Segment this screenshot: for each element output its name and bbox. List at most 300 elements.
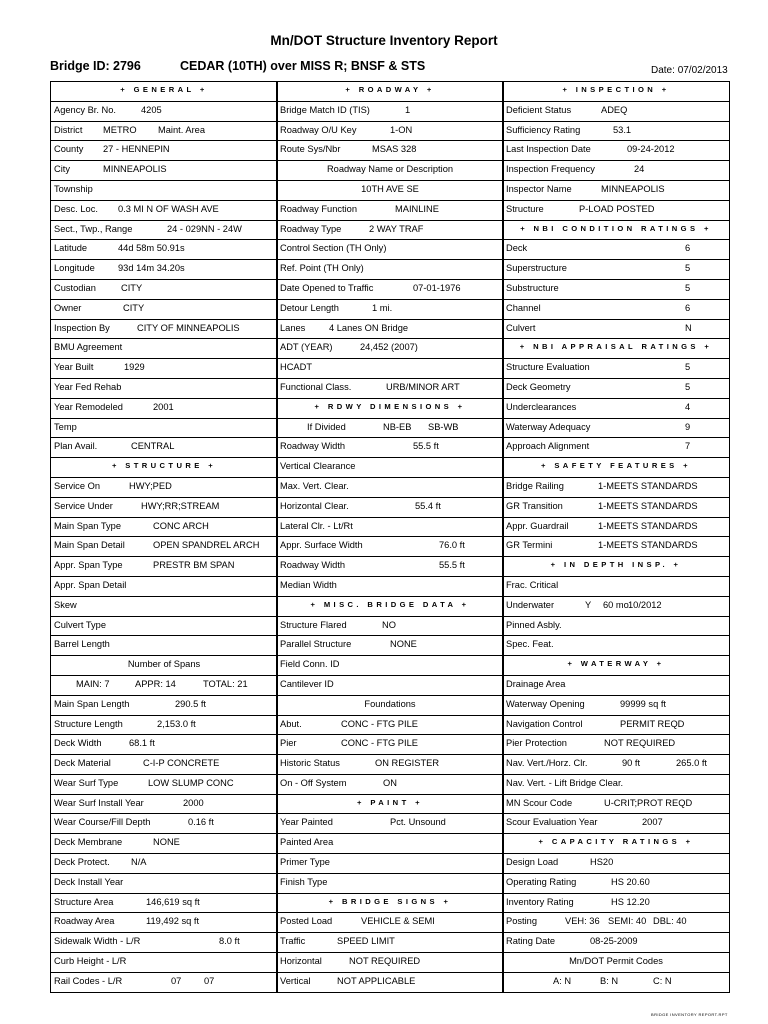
field-row <box>51 419 277 439</box>
field-row <box>51 696 277 716</box>
field-row <box>277 339 503 359</box>
field-label: Inspector Name <box>506 183 572 194</box>
section-header <box>503 339 729 359</box>
field-value: 55.5 ft <box>439 560 465 571</box>
field-value: 1-MEETS STANDARDS <box>598 500 698 511</box>
field-row <box>503 478 729 498</box>
field-row <box>503 617 729 637</box>
field-value: 4205 <box>141 104 162 115</box>
field-row <box>277 359 503 379</box>
field-label: Deck Geometry <box>506 381 571 392</box>
field-value: ON REGISTER <box>375 758 440 769</box>
field-label: Year Built <box>54 362 94 373</box>
subheading-row <box>503 953 729 973</box>
field-label: Parallel Structure <box>280 639 352 650</box>
field-value: 2001 <box>153 401 174 412</box>
field-label: Design Load <box>506 857 559 868</box>
subheading-row <box>51 656 277 676</box>
field-label: Traffic <box>280 936 306 947</box>
field-label: Skew <box>54 599 77 610</box>
bridge-id-label: Bridge ID: <box>50 59 110 73</box>
field-label: Max. Vert. Clear. <box>280 480 349 491</box>
section-header <box>277 81 503 102</box>
field-row <box>277 834 503 854</box>
field-value: 68.1 ft <box>129 738 155 749</box>
field-label: Year Remodeled <box>54 401 123 412</box>
field-row <box>503 537 729 557</box>
field-label: Operating Rating <box>506 876 577 887</box>
section-header <box>503 81 729 102</box>
field-row <box>503 181 729 201</box>
field-label: Bridge Railing <box>506 480 564 491</box>
date-value: 07/02/2013 <box>677 65 728 76</box>
field-row <box>51 141 277 161</box>
field-row <box>51 973 277 993</box>
field-row <box>51 716 277 736</box>
field-value: CITY <box>121 282 143 293</box>
field-row <box>277 716 503 736</box>
field-row <box>277 775 503 795</box>
field-label: Appr. Span Detail <box>54 579 127 590</box>
field-value: OPEN SPANDREL ARCH <box>153 540 260 551</box>
field-label: Lateral Clr. - Lt/Rt <box>280 520 353 531</box>
field-row <box>503 359 729 379</box>
field-row <box>277 201 503 221</box>
field-value: MAINLINE <box>395 203 439 214</box>
section-header <box>277 795 503 815</box>
field-label: Control Section (TH Only) <box>280 243 387 254</box>
field-label: County <box>54 144 84 155</box>
field-label: Service Under <box>54 500 113 511</box>
field-value: 290.5 ft <box>175 698 207 709</box>
field-label: Cantilever ID <box>280 678 334 689</box>
field-row <box>503 775 729 795</box>
field-label: Navigation Control <box>506 718 583 729</box>
field-label: Roadway Type <box>280 223 342 234</box>
field-row <box>277 814 503 834</box>
field-row <box>277 419 503 439</box>
field-value-3: 10/2012 <box>628 599 662 610</box>
field-row <box>51 854 277 874</box>
section-header <box>277 597 503 617</box>
field-row <box>277 320 503 340</box>
field-value: LOW SLUMP CONC <box>148 777 234 788</box>
field-label: Wear Surf Install Year <box>54 797 144 808</box>
field-label: Roadway Area <box>54 916 115 927</box>
field-value: 146,619 sq ft <box>146 896 200 907</box>
bridge-name: CEDAR (10TH) over MISS R; BNSF & STS <box>180 59 426 73</box>
field-value: U-CRIT;PROT REQD <box>604 797 693 808</box>
field-label: On - Off System <box>280 777 347 788</box>
field-value: PRESTR BM SPAN <box>153 560 235 571</box>
field-value: 8.0 ft <box>219 936 240 947</box>
field-label: Roadway Function <box>280 203 357 214</box>
field-label: Inventory Rating <box>506 896 574 907</box>
field-row <box>503 755 729 775</box>
section-header-label: + WATERWAY + <box>567 659 665 669</box>
field-value: N <box>685 322 692 333</box>
field-value: 5 <box>685 362 691 373</box>
field-label: Plan Avail. <box>54 441 98 452</box>
report-date <box>651 65 728 76</box>
field-label: Historic Status <box>280 758 340 769</box>
field-row <box>51 735 277 755</box>
field-label: Main Span Type <box>54 520 122 531</box>
field-label: Culvert Type <box>54 619 107 630</box>
field-label: Deck Width <box>54 738 102 749</box>
field-row <box>503 874 729 894</box>
field-value: 90 ft <box>622 758 641 769</box>
section-header <box>503 557 729 577</box>
field-label: HCADT <box>280 362 313 373</box>
field-row <box>51 814 277 834</box>
field-value: P-LOAD POSTED <box>579 203 655 214</box>
field-row <box>277 221 503 241</box>
field-value: CONC ARCH <box>153 520 209 531</box>
field-label: Main Span Detail <box>54 540 125 551</box>
roadway-column <box>276 81 504 993</box>
field-label: Year Fed Rehab <box>54 381 122 392</box>
field-value: 27 - HENNEPIN <box>103 144 170 155</box>
field-label: Wear Surf Type <box>54 777 119 788</box>
field-row <box>277 874 503 894</box>
field-value: Pct. Unsound <box>390 817 446 828</box>
field-label: Pier <box>280 738 297 749</box>
subheading-row <box>277 181 503 201</box>
field-label: Deck Material <box>54 758 111 769</box>
section-header-label: + IN DEPTH INSP. + <box>550 560 682 570</box>
section-header-label: + BRIDGE SIGNS + <box>328 896 452 906</box>
field-label: Structure Flared <box>280 619 347 630</box>
field-value: URB/MINOR ART <box>386 381 460 392</box>
field-row <box>503 597 729 617</box>
field-label: Township <box>54 183 93 194</box>
field-label: Deficient Status <box>506 104 572 115</box>
field-row <box>277 953 503 973</box>
field-value: 4 Lanes ON Bridge <box>329 322 409 333</box>
field-row <box>503 201 729 221</box>
field-row <box>277 557 503 577</box>
field-label: Finish Type <box>280 876 328 887</box>
section-header <box>503 221 729 241</box>
field-value: NONE <box>390 639 417 650</box>
field-value: 1-MEETS STANDARDS <box>598 540 698 551</box>
field-label: Structure Length <box>54 718 123 729</box>
field-value: C-I-P CONCRETE <box>143 758 220 769</box>
field-row <box>503 716 729 736</box>
field-label: Posted Load <box>280 916 333 927</box>
field-row <box>503 498 729 518</box>
field-row <box>277 636 503 656</box>
field-row <box>51 874 277 894</box>
field-row <box>51 240 277 260</box>
field-row <box>51 834 277 854</box>
field-value: 0.3 MI N OF WASH AVE <box>118 203 219 214</box>
field-row <box>51 617 277 637</box>
field-value: 55.4 ft <box>415 500 441 511</box>
field-value: 4 <box>685 401 691 412</box>
field-label: Channel <box>506 302 541 313</box>
field-label: Underwater <box>506 599 555 610</box>
field-label: Detour Length <box>280 302 339 313</box>
field-row <box>277 260 503 280</box>
field-row <box>51 953 277 973</box>
field-value: VEH: 36 <box>565 916 600 927</box>
section-header <box>503 656 729 676</box>
field-label: Pinned Asbly. <box>506 619 562 630</box>
field-value: NO <box>382 619 396 630</box>
field-label: Painted Area <box>280 837 334 848</box>
field-row <box>277 755 503 775</box>
section-header-label: + STRUCTURE + <box>111 461 217 471</box>
field-row <box>51 122 277 142</box>
field-label: Median Width <box>280 579 337 590</box>
field-row <box>277 280 503 300</box>
field-label: Inspection Frequency <box>506 164 595 175</box>
field-value-2: B: N <box>600 975 619 986</box>
field-row <box>503 320 729 340</box>
date-label: Date: <box>651 65 675 76</box>
field-label: Abut. <box>280 718 302 729</box>
field-row <box>51 755 277 775</box>
field-value-2: 60 mo <box>603 599 629 610</box>
field-value: 24,452 (2007) <box>360 342 418 353</box>
field-value: HS20 <box>590 857 614 868</box>
field-label: Appr. Surface Width <box>280 540 363 551</box>
field-label: BMU Agreement <box>54 342 123 353</box>
field-value: 09-24-2012 <box>627 144 675 155</box>
field-row <box>503 636 729 656</box>
field-row <box>51 260 277 280</box>
field-row <box>51 597 277 617</box>
field-row <box>277 300 503 320</box>
field-value: 24 <box>634 164 645 175</box>
field-value: HWY;RR;STREAM <box>141 500 220 511</box>
field-value: MAIN: 7 <box>76 678 110 689</box>
field-label: Bridge Match ID (TIS) <box>280 104 370 115</box>
field-value: Y <box>585 599 592 610</box>
section-header <box>51 81 277 102</box>
section-header <box>277 894 503 914</box>
field-value: 6 <box>685 243 691 254</box>
field-label: Functional Class. <box>280 381 352 392</box>
field-value: 0.16 ft <box>188 817 214 828</box>
field-value-3: SB-WB <box>428 421 459 432</box>
field-label: Spec. Feat. <box>506 639 554 650</box>
field-label: Nav. Vert. - Lift Bridge Clear. <box>506 777 624 788</box>
field-label: Agency Br. No. <box>54 104 117 115</box>
field-value: CONC - FTG PILE <box>341 738 418 749</box>
field-label: Latitude <box>54 243 88 254</box>
field-row <box>503 735 729 755</box>
subheading-label: Mn/DOT Permit Codes <box>569 956 663 967</box>
field-label: Roadway O/U Key <box>280 124 357 135</box>
subheading-row <box>277 161 503 181</box>
field-label: Structure Evaluation <box>506 362 590 373</box>
field-row <box>277 973 503 993</box>
field-row <box>51 399 277 419</box>
field-label: Custodian <box>54 282 96 293</box>
field-label: Drainage Area <box>506 678 566 689</box>
field-label: Nav. Vert./Horz. Clr. <box>506 758 588 769</box>
field-row <box>51 102 277 122</box>
field-value: ADEQ <box>601 104 628 115</box>
field-value: A: N <box>553 975 572 986</box>
report-footer: BRIDGE INVENTORY REPORT.RPT <box>651 1012 728 1017</box>
field-row <box>51 518 277 538</box>
field-row <box>277 102 503 122</box>
field-row <box>51 161 277 181</box>
field-row <box>51 577 277 597</box>
field-value: 24 - 029NN - 24W <box>167 223 242 234</box>
general-structure-column <box>50 81 278 993</box>
field-row <box>277 458 503 478</box>
field-value: MINNEAPOLIS <box>601 183 665 194</box>
field-value: 2,153.0 ft <box>157 718 196 729</box>
field-row <box>503 518 729 538</box>
field-value: 1-MEETS STANDARDS <box>598 520 698 531</box>
field-label: Sect., Twp., Range <box>54 223 133 234</box>
field-label: Appr. Guardrail <box>506 520 569 531</box>
field-value: CITY <box>123 302 145 313</box>
field-row <box>277 240 503 260</box>
field-label: Desc. Loc. <box>54 203 98 214</box>
field-label: Culvert <box>506 322 536 333</box>
field-label: Sidewalk Width - L/R <box>54 936 141 947</box>
field-value: 07 <box>171 975 182 986</box>
field-label: Barrel Length <box>54 639 110 650</box>
section-header <box>503 834 729 854</box>
field-label: Year Painted <box>280 817 333 828</box>
section-header-label: + RDWY DIMENSIONS + <box>314 401 466 411</box>
field-value: 5 <box>685 263 691 274</box>
field-row <box>503 141 729 161</box>
field-row <box>503 280 729 300</box>
field-row <box>277 498 503 518</box>
field-row <box>277 537 503 557</box>
section-header-label: + NBI CONDITION RATINGS + <box>520 223 712 233</box>
field-label: City <box>54 164 71 175</box>
field-label: GR Transition <box>506 500 563 511</box>
field-value-2: Maint. Area <box>158 124 206 135</box>
field-row <box>277 438 503 458</box>
field-value-2: SEMI: 40 <box>608 916 647 927</box>
field-label: ADT (YEAR) <box>280 342 333 353</box>
field-label: Approach Alignment <box>506 441 590 452</box>
field-row <box>51 775 277 795</box>
field-row <box>503 577 729 597</box>
field-value: 44d 58m 50.91s <box>118 243 185 254</box>
field-value: 1-MEETS STANDARDS <box>598 480 698 491</box>
field-value: 1 <box>405 104 411 115</box>
field-row <box>51 181 277 201</box>
field-label: Waterway Adequacy <box>506 421 591 432</box>
field-value-3: DBL: 40 <box>653 916 687 927</box>
field-label: Deck Install Year <box>54 876 124 887</box>
field-label: Underclearances <box>506 401 577 412</box>
field-row <box>277 676 503 696</box>
field-row <box>51 537 277 557</box>
field-row <box>277 735 503 755</box>
field-label: Inspection By <box>54 322 110 333</box>
bridge-id-value: 2796 <box>113 59 141 73</box>
field-label: Structure Area <box>54 896 114 907</box>
field-value: SPEED LIMIT <box>337 936 395 947</box>
field-value: If Divided <box>307 421 346 432</box>
field-value: 7 <box>685 441 691 452</box>
field-value: NONE <box>153 837 180 848</box>
field-label: Appr. Span Type <box>54 560 123 571</box>
field-value: NOT REQUIRED <box>604 738 676 749</box>
field-label: Horizontal Clear. <box>280 500 349 511</box>
field-row <box>51 339 277 359</box>
field-row <box>503 102 729 122</box>
field-row <box>503 814 729 834</box>
section-header-label: + MISC. BRIDGE DATA + <box>310 599 470 609</box>
field-value: 5 <box>685 381 691 392</box>
inspection-column <box>502 81 730 993</box>
field-value: 1929 <box>124 362 145 373</box>
field-row <box>51 676 277 696</box>
field-label: Route Sys/Nbr <box>280 144 341 155</box>
field-row <box>51 933 277 953</box>
field-row <box>277 141 503 161</box>
field-label: Structure <box>506 203 544 214</box>
field-label: Deck Membrane <box>54 837 123 848</box>
field-row <box>277 933 503 953</box>
field-label: MN Scour Code <box>506 797 573 808</box>
subheading-label: 10TH AVE SE <box>361 183 419 194</box>
field-row <box>277 577 503 597</box>
field-label: Vertical <box>280 975 311 986</box>
field-row <box>277 656 503 676</box>
section-header <box>503 458 729 478</box>
section-header <box>277 399 503 419</box>
field-value: 2 WAY TRAF <box>369 223 424 234</box>
field-row <box>51 498 277 518</box>
field-value: CITY OF MINNEAPOLIS <box>137 322 240 333</box>
field-row <box>51 201 277 221</box>
field-label: Sufficiency Rating <box>506 124 581 135</box>
field-row <box>51 221 277 241</box>
field-value: 76.0 ft <box>439 540 465 551</box>
field-value-3: TOTAL: 21 <box>203 678 248 689</box>
field-label: Primer Type <box>280 857 330 868</box>
field-label: Deck <box>506 243 528 254</box>
field-value: NOT APPLICABLE <box>337 975 416 986</box>
section-header <box>51 458 277 478</box>
field-value: ON <box>383 777 397 788</box>
field-label: Date Opened to Traffic <box>280 282 374 293</box>
section-header-label: + INSPECTION + <box>562 85 670 94</box>
field-row <box>503 894 729 914</box>
field-row <box>503 696 729 716</box>
field-row <box>51 636 277 656</box>
field-row <box>51 438 277 458</box>
field-row <box>51 379 277 399</box>
field-label: Curb Height - L/R <box>54 956 127 967</box>
field-label: GR Termini <box>506 540 553 551</box>
field-value: PERMIT REQD <box>620 718 685 729</box>
field-value: 5 <box>685 282 691 293</box>
field-row <box>277 379 503 399</box>
field-value: HS 20.60 <box>611 876 650 887</box>
field-row <box>51 359 277 379</box>
field-row <box>51 478 277 498</box>
field-label: Frac. Critical <box>506 579 559 590</box>
field-row <box>277 913 503 933</box>
field-row <box>277 518 503 538</box>
